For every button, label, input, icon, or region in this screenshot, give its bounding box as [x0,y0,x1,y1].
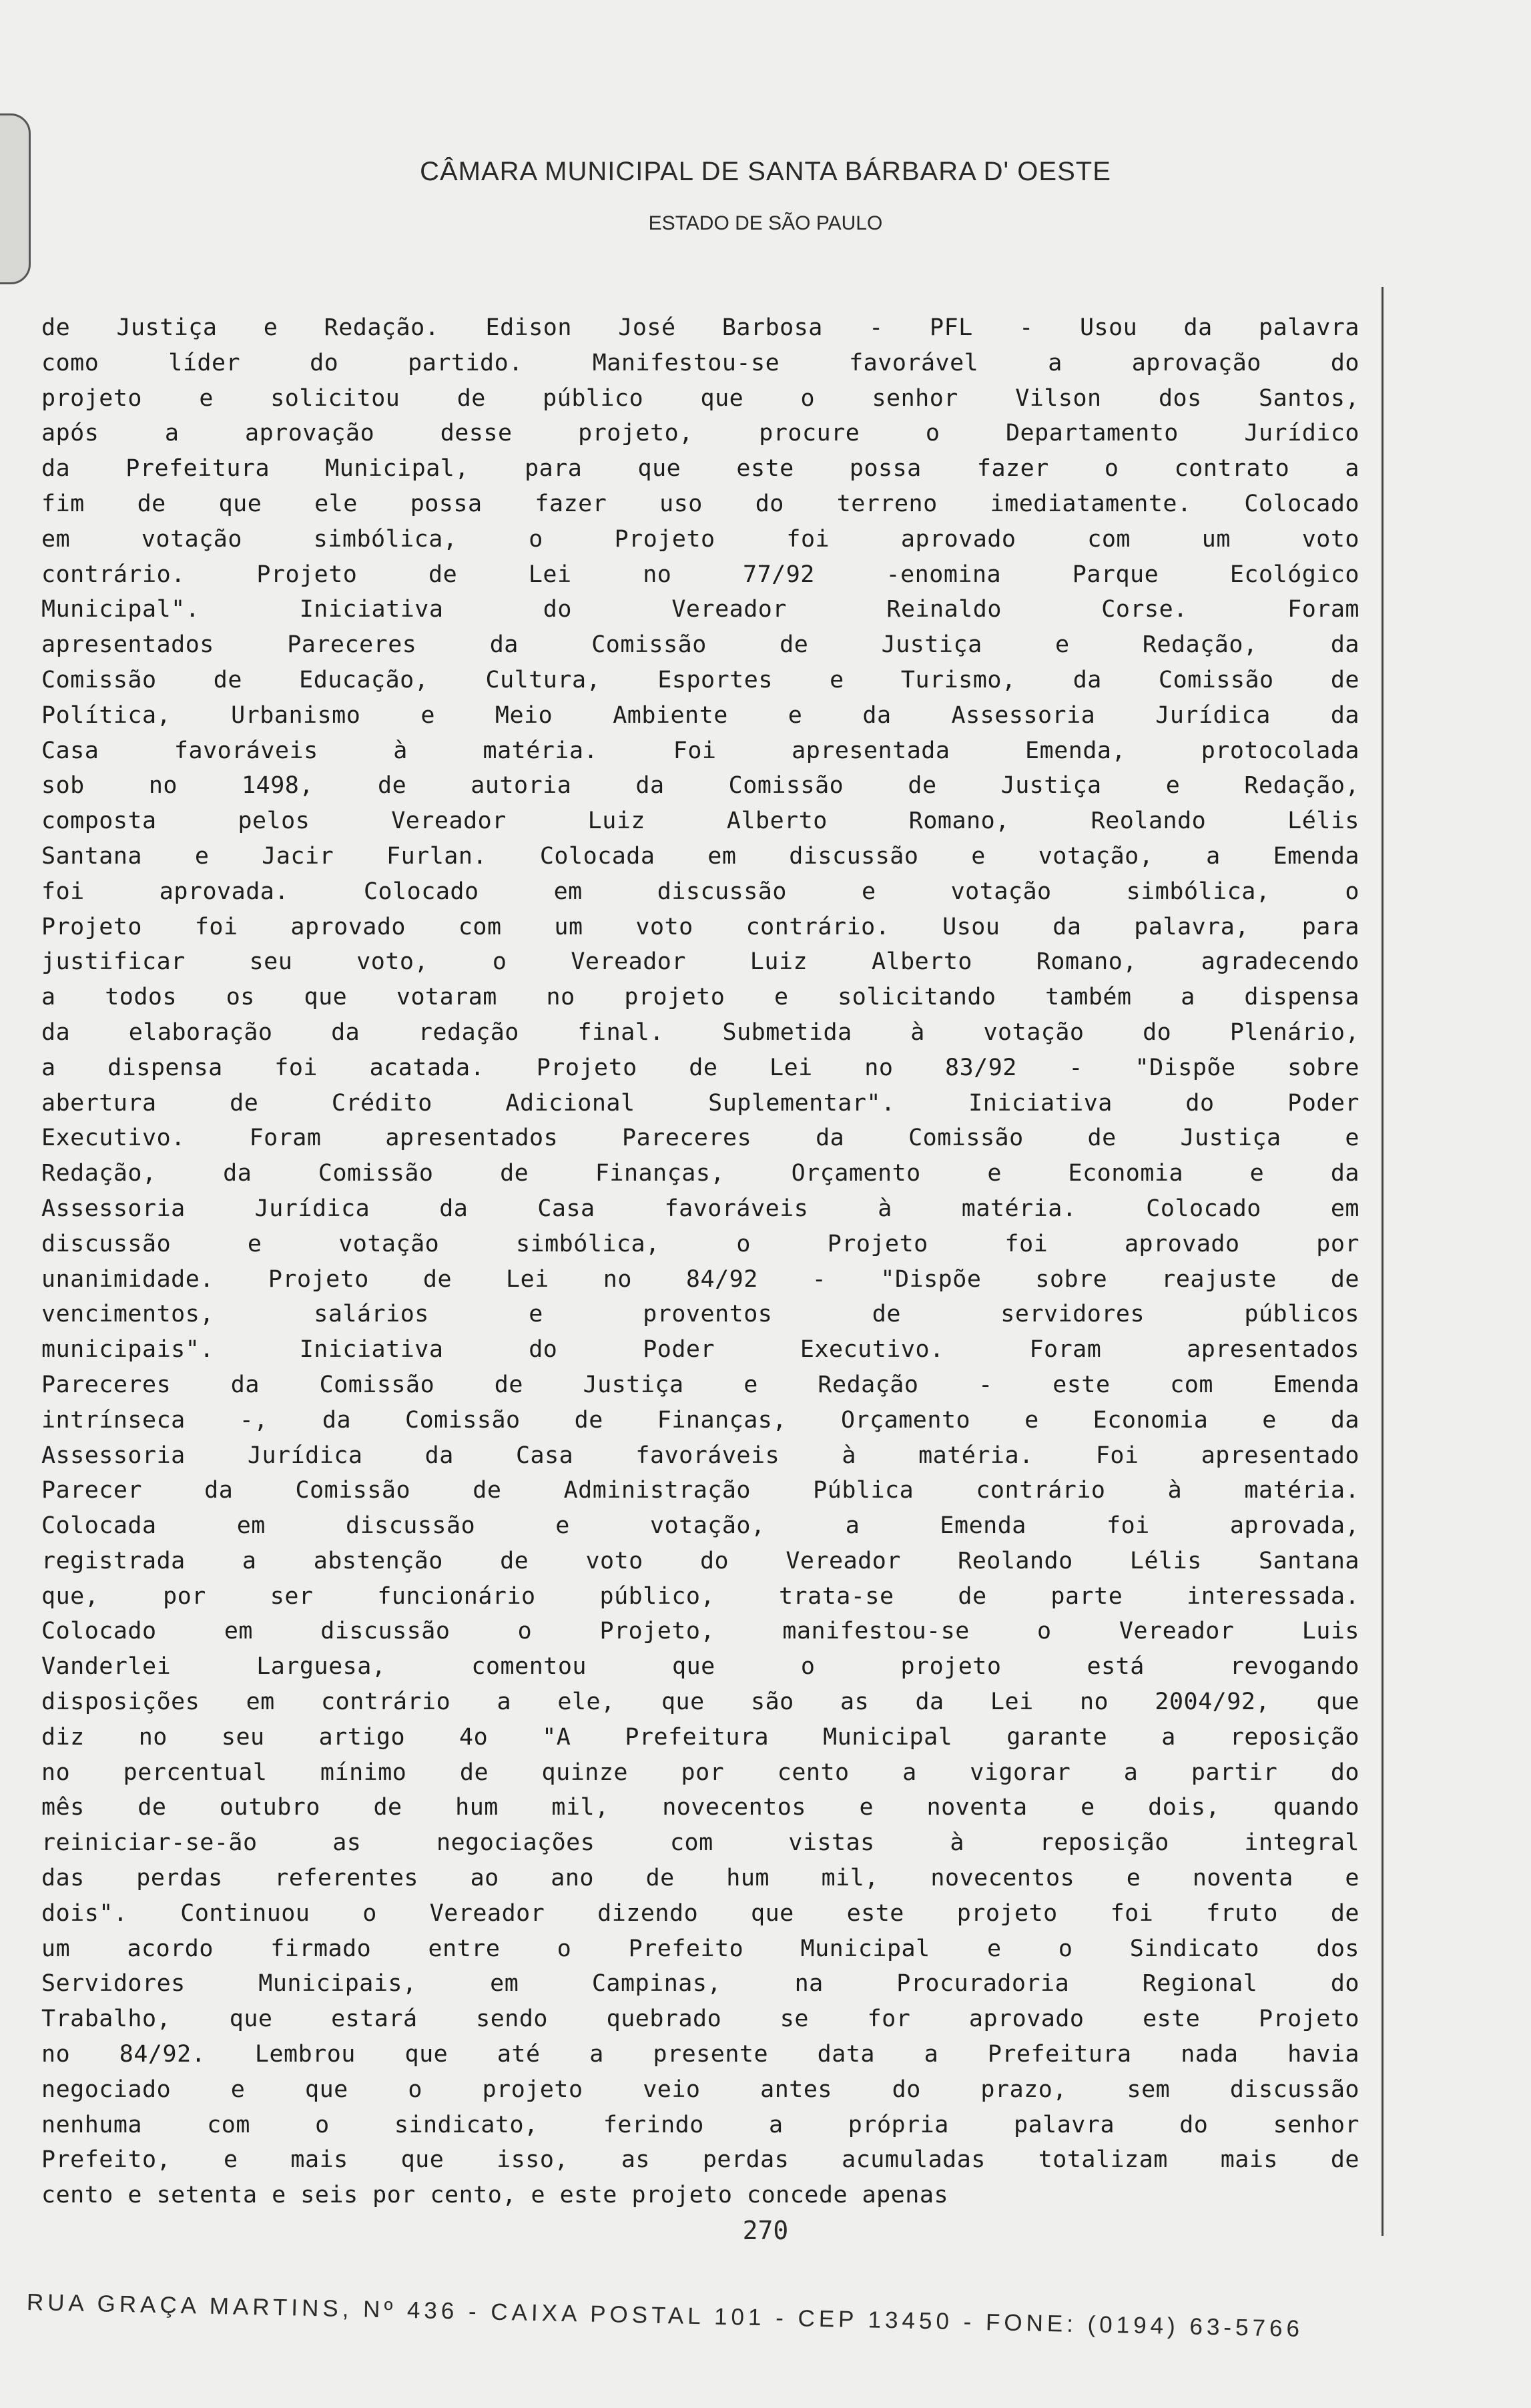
text-line: diz no seu artigo 4o "A Prefeitura Municipal garante a reposição [41,1723,1359,1751]
text-line: Assessoria Jurídica da Casa favoráveis à matéria. Foi apresentado [41,1442,1359,1469]
text-line: municipais". Iniciativa do Poder Executivo. Foram apresentados [41,1336,1359,1364]
text-line: Santana e Jacir Furlan. Colocada em discussão e votação, a Emenda [41,842,1359,870]
text-line: que, por ser funcionário público, trata-se de parte interessada. [41,1582,1359,1610]
text-line: Política, Urbanismo e Meio Ambiente e da Assessoria Jurídica da [41,701,1359,729]
text-line: Comissão de Educação, Cultura, Esportes e Turismo, da Comissão de [41,666,1359,693]
page-title: CÂMARA MUNICIPAL DE SANTA BÁRBARA D' OESTE [420,157,1111,186]
text-line: fim de que ele possa fazer uso do terreno imediatamente. Colocado [41,490,1359,517]
text-line: nenhuma com o sindicato, ferindo a própria palavra do senhor [41,2111,1359,2138]
text-line: unanimidade. Projeto de Lei no 84/92 - "Dispõe sobre reajuste de [41,1265,1359,1293]
text-line: negociado e que o projeto veio antes do prazo, sem discussão [41,2076,1359,2103]
text-line: a todos os que votaram no projeto e solicitando também a dispensa [41,984,1359,1011]
text-line: da Prefeitura Municipal, para que este possa fazer o contrato a [41,455,1359,483]
page-subtitle: ESTADO DE SÃO PAULO [648,212,883,234]
text-line: Casa favoráveis à matéria. Foi apresentada Emenda, protocolada [41,737,1359,764]
text-line: dois". Continuou o Vereador dizendo que este projeto foi fruto de [41,1899,1359,1927]
text-line: da elaboração da redação final. Submetida à votação do Plenário, [41,1018,1359,1046]
page-number: 270 [742,2216,789,2245]
text-line: sob no 1498, de autoria da Comissão de Justiça e Redação, [41,772,1359,800]
text-line: discussão e votação simbólica, o Projeto foi aprovado por [41,1230,1359,1257]
text-line: a dispensa foi acatada. Projeto de Lei no 83/92 - "Dispõe sobre [41,1054,1359,1081]
text-line: Colocada em discussão e votação, a Emenda foi aprovada, [41,1512,1359,1540]
text-line: vencimentos, salários e proventos de servidores públicos [41,1301,1359,1328]
text-line: Vanderlei Larguesa, comentou que o projeto está revogando [41,1653,1359,1681]
text-line: um acordo firmado entre o Prefeito Municipal e o Sindicato dos [41,1935,1359,1962]
text-line: Redação, da Comissão de Finanças, Orçamento e Economia e da [41,1160,1359,1187]
text-line: como líder do partido. Manifestou-se favorável a aprovação do [41,349,1359,376]
text-line: disposições em contrário a ele, que são as da Lei no 2004/92, que [41,1689,1359,1716]
text-line: reiniciar-se-ão as negociações com vistas à reposição integral [41,1829,1359,1857]
text-line: Servidores Municipais, em Campinas, na Procuradoria Regional do [41,1970,1359,1998]
text-line: projeto e solicitou de público que o senhor Vilson dos Santos, [41,384,1359,412]
text-line: Parecer da Comissão de Administração Pública contrário à matéria. [41,1477,1359,1504]
text-line: após a aprovação desse projeto, procure o Departamento Jurídico [41,420,1359,447]
text-line: no 84/92. Lembrou que até a presente data a Prefeitura nada havia [41,2041,1359,2068]
text-line: Executivo. Foram apresentados Pareceres da Comissão de Justiça e [41,1125,1359,1152]
margin-rule [1382,287,1384,2236]
crest-emblem-edge [0,113,31,284]
text-line: intrínseca -, da Comissão de Finanças, Orçamento e Economia e da [41,1406,1359,1434]
text-line: composta pelos Vereador Luiz Alberto Romano, Reolando Lélis [41,808,1359,835]
text-line: em votação simbólica, o Projeto foi aprovado com um voto [41,525,1359,553]
text-line: mês de outubro de hum mil, novecentos e noventa e dois, quando [41,1794,1359,1821]
text-line: Municipal". Iniciativa do Vereador Reinaldo Corse. Foram [41,596,1359,623]
text-line: no percentual mínimo de quinze por cento a vigorar a partir do [41,1759,1359,1786]
text-line: Prefeito, e mais que isso, as perdas acumuladas totalizam mais de [41,2146,1359,2174]
text-line: Pareceres da Comissão de Justiça e Redação - este com Emenda [41,1371,1359,1398]
text-line: Trabalho, que estará sendo quebrado se for aprovado este Projeto [41,2006,1359,2033]
text-line: registrada a abstenção de voto do Vereador Reolando Lélis Santana [41,1547,1359,1574]
footer-address: RUA GRAÇA MARTINS, Nº 436 - CAIXA POSTAL 101 - CEP 13450 - FONE: (0194) 63-5766 [26,2289,1304,2343]
minutes-body [41,310,1359,2213]
text-line: abertura de Crédito Adicional Suplementar". Iniciativa do Poder [41,1089,1359,1117]
text-line: apresentados Pareceres da Comissão de Justiça e Redação, da [41,631,1359,659]
text-line: contrário. Projeto de Lei no 77/92 -enomina Parque Ecológico [41,561,1359,588]
text-line: de Justiça e Redação. Edison José Barbosa - PFL - Usou da palavra [41,314,1359,341]
text-line: das perdas referentes ao ano de hum mil, novecentos e noventa e [41,1865,1359,1892]
text-line: foi aprovada. Colocado em discussão e votação simbólica, o [41,878,1359,905]
text-line: Projeto foi aprovado com um voto contrário. Usou da palavra, para [41,913,1359,940]
text-line: justificar seu voto, o Vereador Luiz Alberto Romano, agradecendo [41,948,1359,976]
text-line: Colocado em discussão o Projeto, manifestou-se o Vereador Luis [41,1618,1359,1645]
text-line: Assessoria Jurídica da Casa favoráveis à matéria. Colocado em [41,1195,1359,1222]
text-line: cento e setenta e seis por cento, e este projeto concede apenas [41,2182,949,2209]
